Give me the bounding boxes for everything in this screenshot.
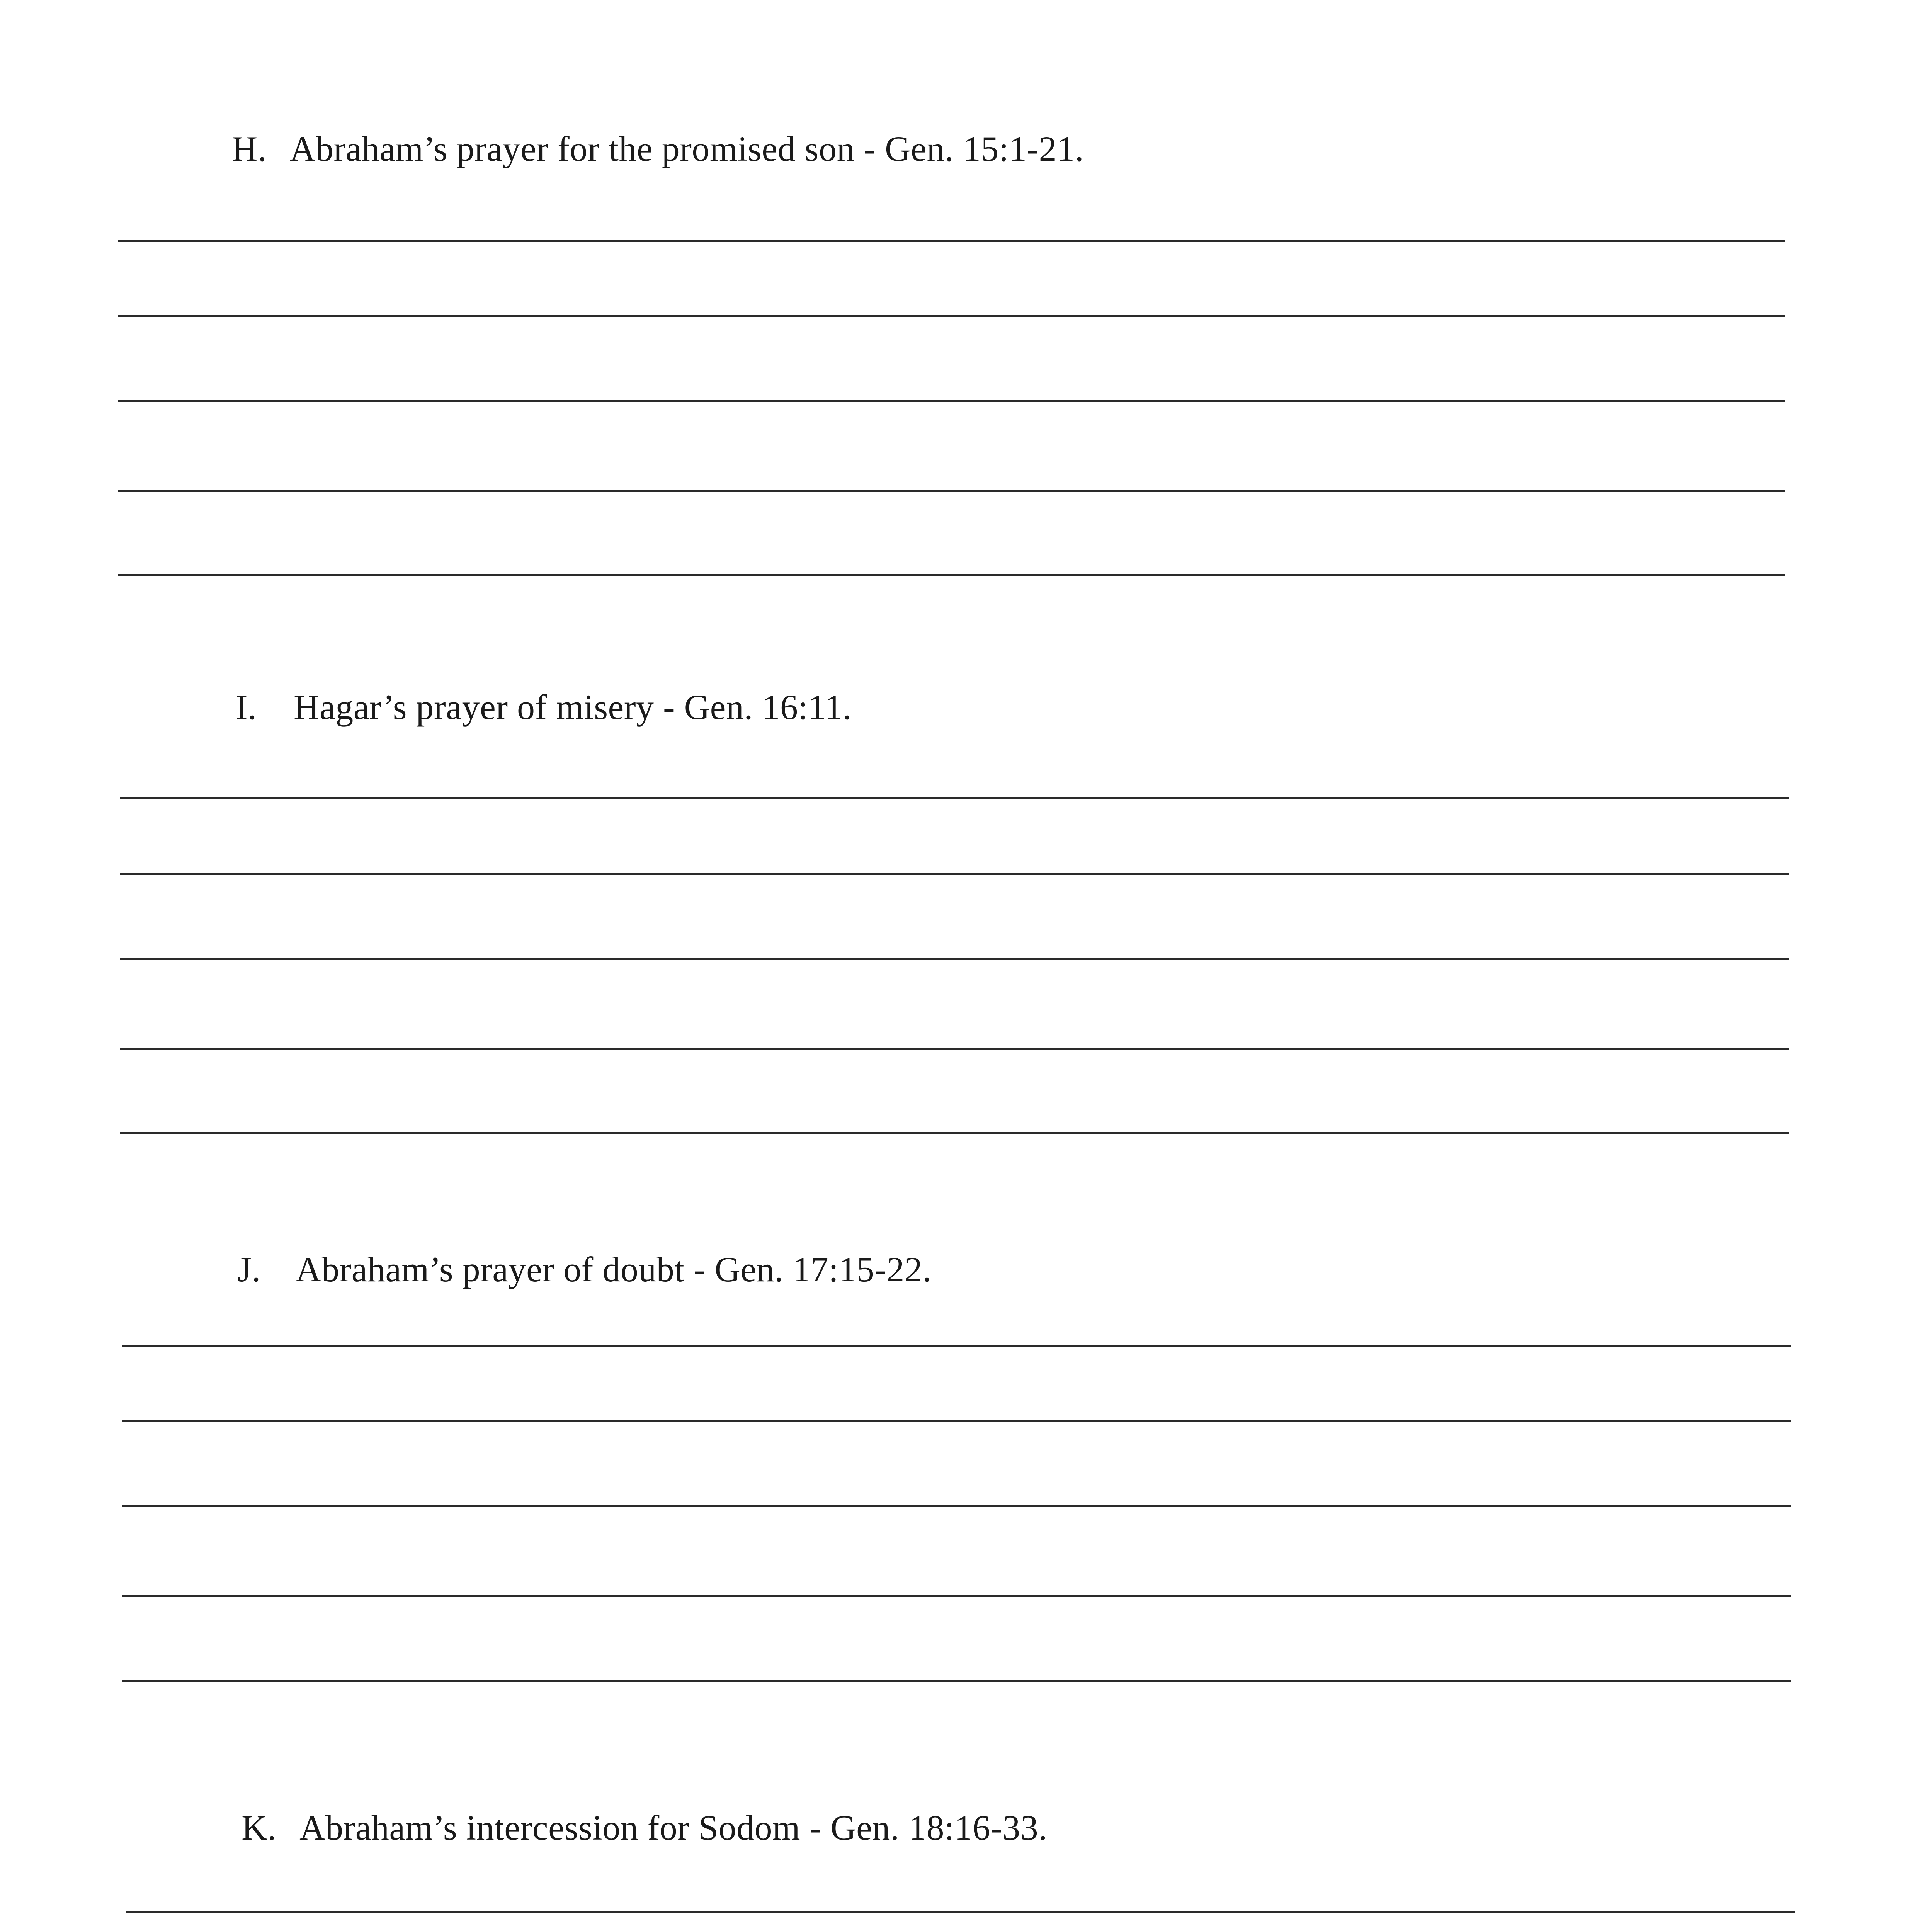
section-letter: J. [238, 1250, 261, 1289]
answer-line [126, 1911, 1795, 1913]
answer-line [120, 1132, 1789, 1134]
section-letter: I. [236, 687, 257, 727]
answer-line [118, 400, 1785, 402]
answer-line [122, 1505, 1791, 1507]
answer-line [120, 797, 1789, 799]
section-title: Abraham’s intercession for Sodom - Gen. 18:16-33. [299, 1808, 1048, 1847]
answer-line [120, 1048, 1789, 1050]
answer-line [118, 574, 1785, 576]
answer-line [122, 1420, 1791, 1422]
answer-line [122, 1595, 1791, 1597]
section-title: Abraham’s prayer of doubt - Gen. 17:15-22. [296, 1250, 932, 1289]
section-title: Abraham’s prayer for the promised son - Gen. 15:1-21. [290, 129, 1084, 168]
section-letter: K. [242, 1808, 277, 1847]
section-heading [242, 1806, 1048, 1849]
answer-line [120, 873, 1789, 875]
answer-line [118, 490, 1785, 492]
answer-line [122, 1680, 1791, 1682]
answer-line [118, 315, 1785, 317]
section-letter: H. [232, 129, 267, 168]
answer-line [118, 240, 1785, 242]
answer-line [120, 958, 1789, 960]
section-title: Hagar’s prayer of misery - Gen. 16:11. [294, 687, 852, 727]
section-heading [238, 1248, 932, 1291]
answer-line [122, 1345, 1791, 1347]
section-heading [236, 686, 852, 728]
section-heading [232, 128, 1084, 170]
